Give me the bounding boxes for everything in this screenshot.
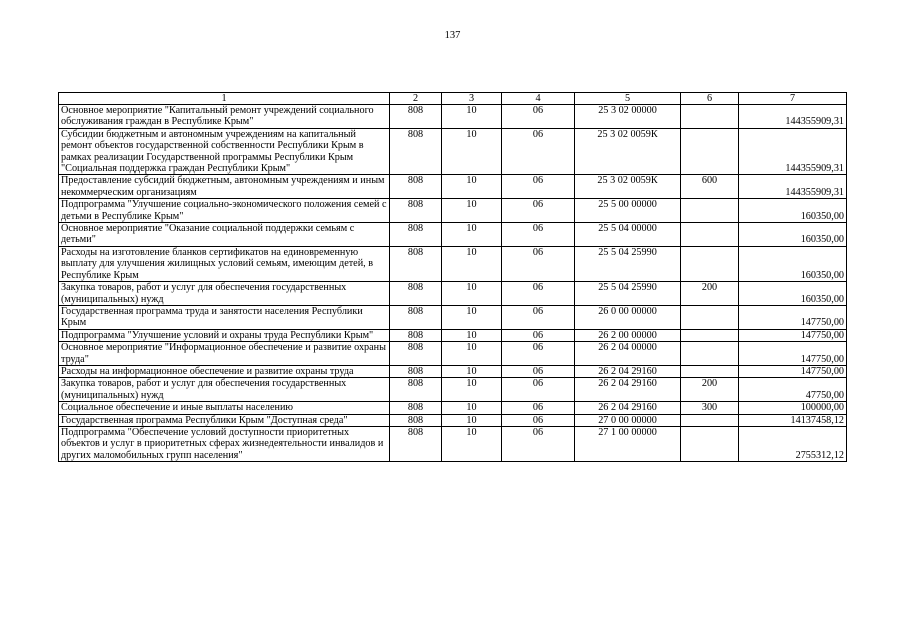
row-expense-type-cell (681, 342, 739, 366)
row-target-cell: 26 2 04 29160 (575, 378, 681, 402)
row-subsection-cell: 06 (502, 402, 575, 414)
table-row (59, 378, 847, 402)
row-expense-type-cell: 200 (681, 378, 739, 402)
row-code-cell: 808 (390, 414, 442, 426)
row-section-cell: 10 (442, 414, 502, 426)
row-section-cell: 10 (442, 365, 502, 377)
row-expense-type-cell (681, 199, 739, 223)
header-cell: 4 (502, 93, 575, 105)
row-name-cell: Государственная программа труда и занятости населения Республики Крым (59, 305, 390, 329)
row-amount-cell: 2755312,12 (739, 426, 847, 461)
row-expense-type-cell (681, 414, 739, 426)
page-number: 137 (444, 30, 461, 41)
row-target-cell: 25 3 02 0059К (575, 128, 681, 175)
row-subsection-cell: 06 (502, 342, 575, 366)
row-name-cell: Основное мероприятие "Информационное обеспечение и развитие охраны труда" (59, 342, 390, 366)
row-code-cell: 808 (390, 105, 442, 129)
header-row (59, 93, 847, 105)
row-code-cell: 808 (390, 378, 442, 402)
row-name-cell: Расходы на информационное обеспечение и развитие охраны труда (59, 365, 390, 377)
row-section-cell: 10 (442, 426, 502, 461)
table-row (59, 282, 847, 306)
table-row (59, 175, 847, 199)
row-name-cell: Основное мероприятие "Капитальный ремонт учреждений социального обслуживания граждан в Республике Крым" (59, 105, 390, 129)
row-name-cell: Основное мероприятие "Оказание социальной поддержки семьям с детьми" (59, 223, 390, 247)
row-target-cell: 26 2 04 00000 (575, 342, 681, 366)
row-target-cell: 26 2 04 29160 (575, 402, 681, 414)
header-cell: 5 (575, 93, 681, 105)
row-amount-cell: 14137458,12 (739, 414, 847, 426)
row-code-cell: 808 (390, 402, 442, 414)
row-subsection-cell: 06 (502, 378, 575, 402)
row-subsection-cell: 06 (502, 128, 575, 175)
row-expense-type-cell: 300 (681, 402, 739, 414)
row-name-cell: Государственная программа Республики Крым "Доступная среда" (59, 414, 390, 426)
row-name-cell: Подпрограмма "Обеспечение условий доступности приоритетных объектов и услуг в приоритетных сферах жизнедеятельности инвалидов и других маломобильных групп населения" (59, 426, 390, 461)
row-section-cell: 10 (442, 402, 502, 414)
header-cell: 1 (59, 93, 390, 105)
row-expense-type-cell (681, 128, 739, 175)
table-row (59, 246, 847, 281)
row-code-cell: 808 (390, 246, 442, 281)
row-name-cell: Субсидии бюджетным и автономным учреждениям на капитальный ремонт объектов государственной собственности Республики Крым в рамках реализации Государственной программы Республики Крым "Социальная поддержка граждан Республики Крым" (59, 128, 390, 175)
row-name-cell: Подпрограмма "Улучшение условий и охраны труда Республики Крым" (59, 329, 390, 341)
row-section-cell: 10 (442, 223, 502, 247)
row-subsection-cell: 06 (502, 414, 575, 426)
row-code-cell: 808 (390, 365, 442, 377)
row-subsection-cell: 06 (502, 426, 575, 461)
row-amount-cell: 144355909,31 (739, 128, 847, 175)
table-row (59, 402, 847, 414)
row-code-cell: 808 (390, 305, 442, 329)
row-name-cell: Закупка товаров, работ и услуг для обеспечения государственных (муниципальных) нужд (59, 378, 390, 402)
row-expense-type-cell (681, 426, 739, 461)
row-expense-type-cell (681, 365, 739, 377)
row-section-cell: 10 (442, 246, 502, 281)
row-section-cell: 10 (442, 105, 502, 129)
row-subsection-cell: 06 (502, 329, 575, 341)
row-expense-type-cell (681, 305, 739, 329)
table-row (59, 199, 847, 223)
table-row (59, 128, 847, 175)
row-expense-type-cell (681, 246, 739, 281)
row-target-cell: 25 3 02 00000 (575, 105, 681, 129)
row-target-cell: 25 5 04 00000 (575, 223, 681, 247)
row-amount-cell: 47750,00 (739, 378, 847, 402)
table-row (59, 426, 847, 461)
row-code-cell: 808 (390, 175, 442, 199)
row-subsection-cell: 06 (502, 305, 575, 329)
header-cell: 3 (442, 93, 502, 105)
row-section-cell: 10 (442, 175, 502, 199)
row-expense-type-cell: 200 (681, 282, 739, 306)
row-target-cell: 26 2 00 00000 (575, 329, 681, 341)
row-subsection-cell: 06 (502, 365, 575, 377)
table-row (59, 223, 847, 247)
row-section-cell: 10 (442, 282, 502, 306)
row-subsection-cell: 06 (502, 199, 575, 223)
row-code-cell: 808 (390, 342, 442, 366)
row-subsection-cell: 06 (502, 175, 575, 199)
row-code-cell: 808 (390, 199, 442, 223)
table-row (59, 105, 847, 129)
row-expense-type-cell (681, 105, 739, 129)
row-code-cell: 808 (390, 329, 442, 341)
row-target-cell: 26 2 04 29160 (575, 365, 681, 377)
budget-table (58, 92, 847, 462)
table-row (59, 329, 847, 341)
row-amount-cell: 147750,00 (739, 342, 847, 366)
row-code-cell: 808 (390, 128, 442, 175)
row-code-cell: 808 (390, 426, 442, 461)
row-subsection-cell: 06 (502, 246, 575, 281)
row-code-cell: 808 (390, 282, 442, 306)
row-subsection-cell: 06 (502, 282, 575, 306)
row-amount-cell: 144355909,31 (739, 175, 847, 199)
row-amount-cell: 147750,00 (739, 365, 847, 377)
table-row (59, 305, 847, 329)
row-expense-type-cell (681, 223, 739, 247)
row-amount-cell: 147750,00 (739, 329, 847, 341)
row-section-cell: 10 (442, 342, 502, 366)
row-section-cell: 10 (442, 329, 502, 341)
row-section-cell: 10 (442, 199, 502, 223)
row-target-cell: 25 3 02 0059К (575, 175, 681, 199)
row-target-cell: 27 0 00 00000 (575, 414, 681, 426)
row-amount-cell: 160350,00 (739, 223, 847, 247)
row-amount-cell: 100000,00 (739, 402, 847, 414)
row-amount-cell: 144355909,31 (739, 105, 847, 129)
row-section-cell: 10 (442, 378, 502, 402)
row-subsection-cell: 06 (502, 223, 575, 247)
row-subsection-cell: 06 (502, 105, 575, 129)
row-target-cell: 25 5 04 25990 (575, 282, 681, 306)
row-section-cell: 10 (442, 305, 502, 329)
row-amount-cell: 160350,00 (739, 246, 847, 281)
row-name-cell: Социальное обеспечение и иные выплаты населению (59, 402, 390, 414)
row-expense-type-cell (681, 329, 739, 341)
table-row (59, 365, 847, 377)
row-amount-cell: 160350,00 (739, 282, 847, 306)
row-name-cell: Подпрограмма "Улучшение социально-экономического положения семей с детьми в Республике Крым" (59, 199, 390, 223)
row-amount-cell: 147750,00 (739, 305, 847, 329)
row-target-cell: 26 0 00 00000 (575, 305, 681, 329)
row-name-cell: Расходы на изготовление бланков сертификатов на единовременную выплату для улучшения жилищных условий семьям, имеющим детей, в Республике Крым (59, 246, 390, 281)
header-cell: 6 (681, 93, 739, 105)
row-name-cell: Закупка товаров, работ и услуг для обеспечения государственных (муниципальных) нужд (59, 282, 390, 306)
row-amount-cell: 160350,00 (739, 199, 847, 223)
table-row (59, 342, 847, 366)
row-section-cell: 10 (442, 128, 502, 175)
header-cell: 2 (390, 93, 442, 105)
row-code-cell: 808 (390, 223, 442, 247)
row-target-cell: 25 5 00 00000 (575, 199, 681, 223)
row-target-cell: 27 1 00 00000 (575, 426, 681, 461)
row-name-cell: Предоставление субсидий бюджетным, автономным учреждениям и иным некоммерческим организациям (59, 175, 390, 199)
row-target-cell: 25 5 04 25990 (575, 246, 681, 281)
table-row (59, 414, 847, 426)
row-expense-type-cell: 600 (681, 175, 739, 199)
header-cell: 7 (739, 93, 847, 105)
